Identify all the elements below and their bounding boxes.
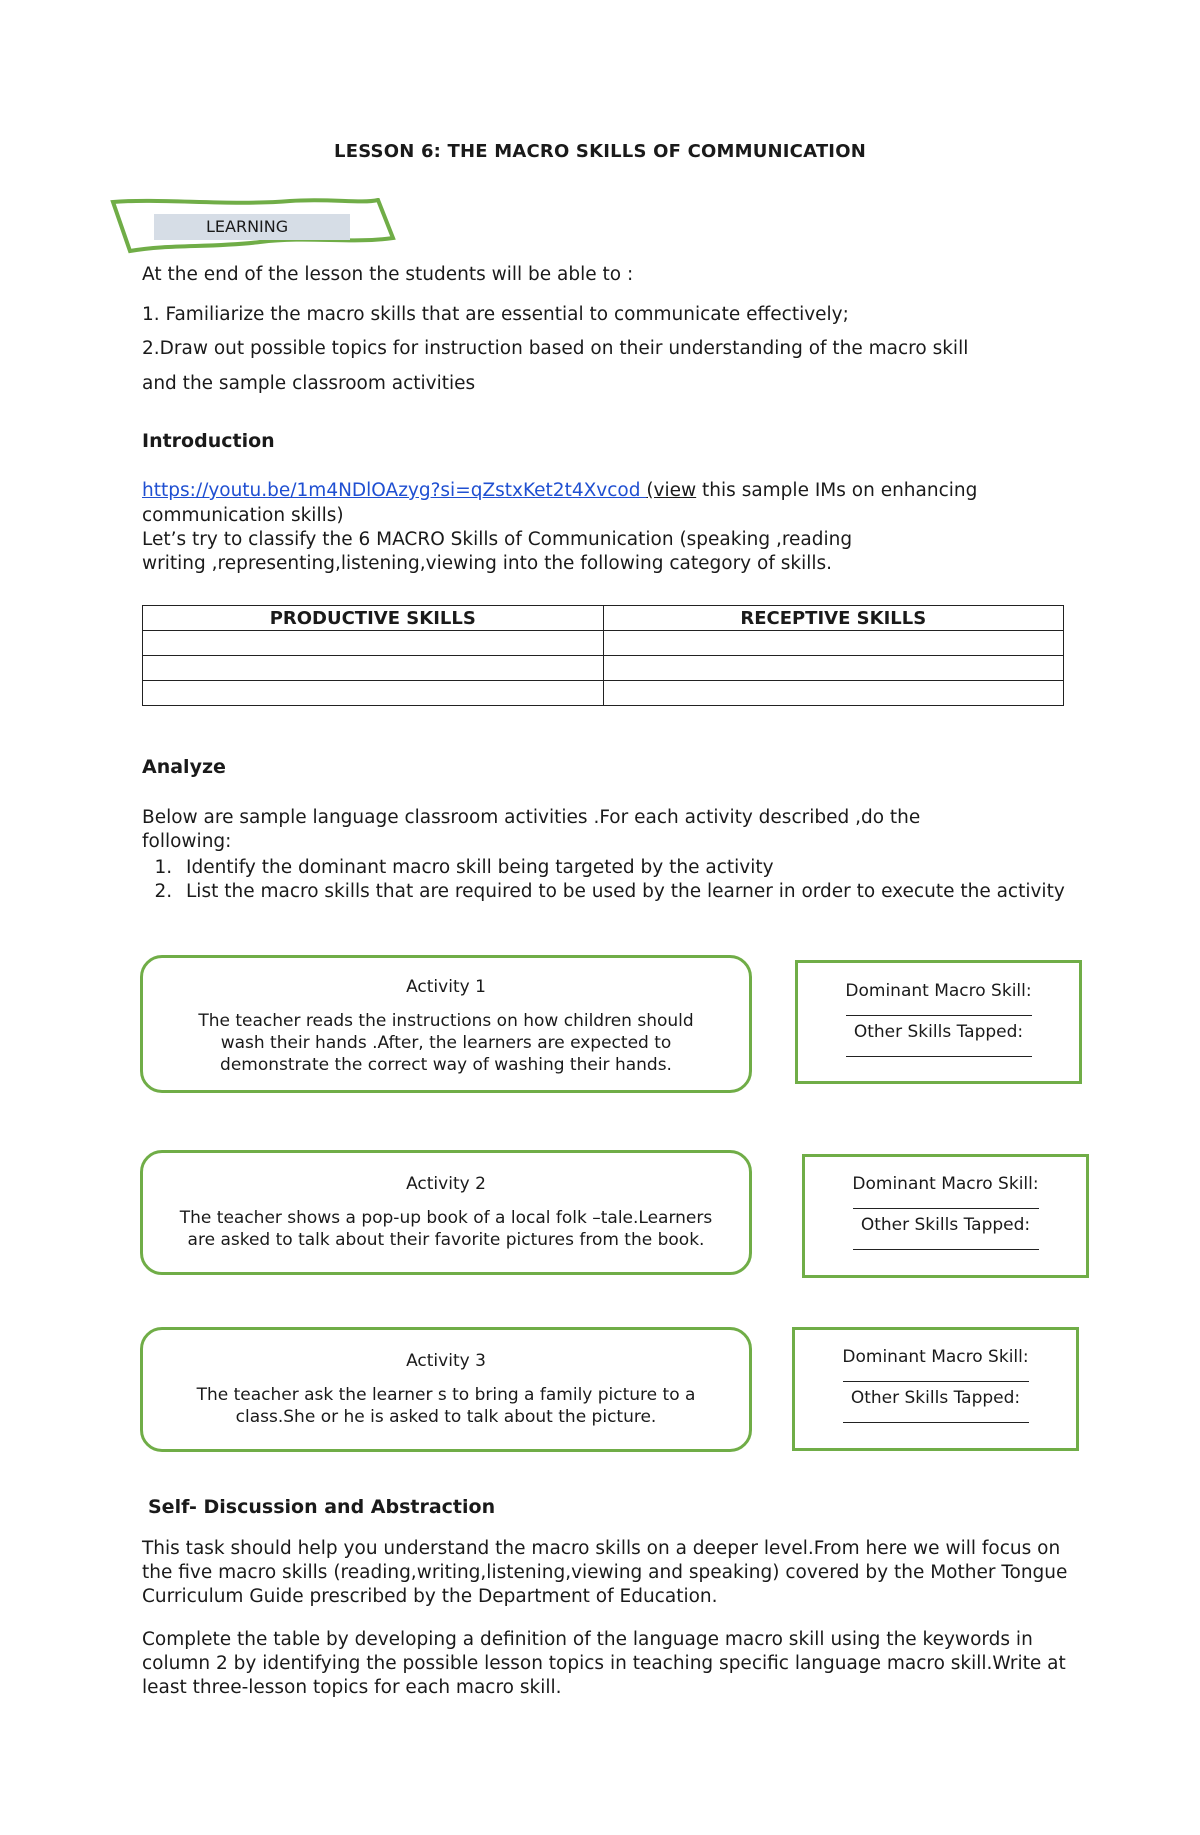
introduction-line4: writing ,representing,listening,viewing into the following category of skills.	[142, 553, 833, 574]
link-suffix: this sample IMs on enhancing	[696, 480, 978, 501]
table-cell[interactable]	[143, 631, 604, 656]
activity-title: Activity 1	[406, 977, 486, 997]
analyze-heading: Analyze	[142, 756, 226, 778]
dominant-skill-label: Dominant Macro Skill:	[842, 1347, 1029, 1367]
activity-2-card	[140, 1150, 752, 1275]
dominant-skill-label: Dominant Macro Skill:	[845, 981, 1032, 1001]
introduction-heading: Introduction	[142, 430, 275, 452]
analyze-steps	[108, 856, 1128, 904]
self-discussion-heading: Self- Discussion and Abstraction	[148, 1496, 496, 1518]
table-cell[interactable]	[143, 681, 604, 706]
list-item: 2. List the macro skills that are required to be used by the learner in order to execute the activity	[178, 880, 1128, 904]
activity-title: Activity 3	[406, 1351, 486, 1371]
dominant-skill-blank[interactable]	[843, 1381, 1029, 1382]
activity-text: The teacher ask the learner s to bring a family picture to a class.She or he is asked to talk about the picture.	[196, 1385, 696, 1427]
table-header-row	[143, 606, 1064, 631]
table-cell[interactable]	[603, 631, 1064, 656]
objective-1: 1. Familiarize the macro skills that are essential to communicate effectively;	[142, 304, 849, 325]
dominant-skill-blank[interactable]	[846, 1015, 1032, 1016]
receptive-skills-header: RECEPTIVE SKILLS	[603, 606, 1064, 631]
activity-1-card	[140, 955, 752, 1093]
skills-classification-table	[142, 605, 1064, 706]
introduction-line2: communication skills)	[142, 505, 344, 526]
other-skills-blank[interactable]	[846, 1056, 1032, 1057]
table-row	[143, 631, 1064, 656]
other-skills-label: Other Skills Tapped:	[860, 1215, 1031, 1235]
objective-2-line2: and the sample classroom activities	[142, 373, 476, 394]
other-skills-label: Other Skills Tapped:	[850, 1388, 1021, 1408]
other-skills-label: Other Skills Tapped:	[853, 1022, 1024, 1042]
introduction-line1	[142, 479, 977, 503]
self-discussion-para1: This task should help you understand the macro skills on a deeper level.From here we will focus on the five macro skills (reading,writing,listening,viewing and speaking) covered by the Mother Tongue Curriculum Guide prescribed by the Department of Education.	[142, 1538, 1068, 1607]
productive-skills-header: PRODUCTIVE SKILLS	[143, 606, 604, 631]
self-discussion-para2: Complete the table by developing a definition of the language macro skill using the keywords in column 2 by identifying the possible lesson topics in teaching specific language macro skill.Write at least three-lesson topics for each macro skill.	[142, 1629, 1066, 1698]
table-row	[143, 656, 1064, 681]
video-link[interactable]: https://youtu.be/1m4NDlOAzyg?si=qZstxKet2t4Xvcod	[142, 480, 647, 501]
table-row	[143, 681, 1064, 706]
analyze-line1: Below are sample language classroom activities .For each activity described ,do the	[142, 807, 921, 828]
activity-text: The teacher reads the instructions on how children should wash their hands .After, the learners are expected to demonstrate the correct way of washing their hands.	[198, 1011, 694, 1075]
other-skills-blank[interactable]	[853, 1249, 1039, 1250]
activity-2-skill-box	[802, 1154, 1089, 1278]
learning-banner-label: LEARNING	[154, 214, 350, 240]
table-cell[interactable]	[603, 656, 1064, 681]
page-title: LESSON 6: THE MACRO SKILLS OF COMMUNICATION	[334, 141, 866, 162]
activity-text: The teacher shows a pop-up book of a local folk –tale.Learners are asked to talk about their favorite pictures from the book.	[179, 1208, 713, 1250]
dominant-skill-label: Dominant Macro Skill:	[852, 1174, 1039, 1194]
dominant-skill-blank[interactable]	[853, 1208, 1039, 1209]
other-skills-blank[interactable]	[843, 1422, 1029, 1423]
view-word: (view	[646, 480, 697, 501]
activity-1-skill-box	[795, 960, 1082, 1084]
objective-2-line1: 2.Draw out possible topics for instruction based on their understanding of the macro skill	[142, 338, 969, 359]
table-cell[interactable]	[603, 681, 1064, 706]
analyze-line2: following:	[142, 831, 232, 852]
activity-title: Activity 2	[406, 1174, 486, 1194]
objectives-intro: At the end of the lesson the students will be able to :	[142, 264, 634, 285]
activity-3-skill-box	[792, 1327, 1079, 1451]
activity-3-card	[140, 1327, 752, 1452]
table-cell[interactable]	[143, 656, 604, 681]
introduction-line3: Let’s try to classify the 6 MACRO Skills of Communication (speaking ,reading	[142, 529, 853, 550]
list-item: 1. Identify the dominant macro skill being targeted by the activity	[178, 856, 1128, 880]
